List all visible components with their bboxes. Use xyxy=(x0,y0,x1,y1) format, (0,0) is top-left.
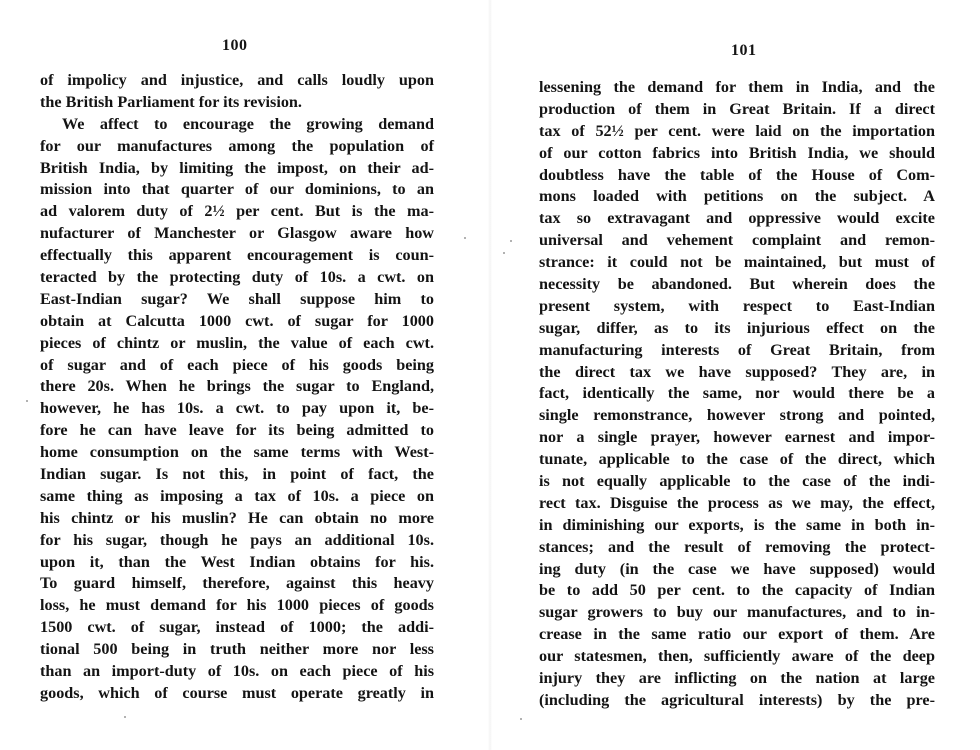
text-line: however, he has 10s. a cwt. to pay upon it, be- xyxy=(40,399,434,418)
text-line: injury they are inflicting on the nation at large xyxy=(539,669,935,688)
text-line: manufacturing interests of Great Britain, from xyxy=(539,340,935,359)
text-line: than an import-duty of 10s. on each piece of his xyxy=(40,662,434,681)
right-page xyxy=(490,0,980,750)
print-speck xyxy=(520,718,522,720)
text-line: ing duty (in the case we have supposed) would xyxy=(539,559,935,578)
text-line: Indian sugar. Is not this, in point of fact, the xyxy=(40,465,434,484)
text-line: the direct tax we have supposed? They are, in xyxy=(539,362,935,381)
text-line: sugar, differ, as to its injurious effect on the xyxy=(539,318,935,337)
text-line: tional 500 being in truth neither more nor less xyxy=(40,640,434,659)
text-line: of our cotton fabrics into British India, we should xyxy=(539,143,935,162)
text-line: effectually this apparent encouragement is coun- xyxy=(40,246,434,265)
text-line: the British Parliament for its revision. xyxy=(40,92,302,111)
right-page-number: 101 xyxy=(731,42,757,59)
text-line: home consumption on the same terms with West- xyxy=(40,443,434,462)
text-line: our statesmen, then, sufficiently aware of the deep xyxy=(539,647,935,666)
text-line: lessening the demand for them in India, and the xyxy=(539,78,935,96)
text-line: teracted by the protecting duty of 10s. a cwt. on xyxy=(40,268,434,287)
text-line: for our manufactures among the population of xyxy=(40,136,434,155)
text-line: is not equally applicable to the case of the indi- xyxy=(539,472,935,491)
text-line: be to add 50 per cent. to the capacity of Indian xyxy=(539,581,935,600)
text-line: strance: it could not be maintained, but must of xyxy=(539,253,935,272)
text-line: stances; and the result of removing the protect- xyxy=(539,537,935,556)
print-speck xyxy=(510,240,512,242)
text-line: necessity be abandoned. But wherein does the xyxy=(539,275,935,294)
text-line: mons loaded with petitions on the subject. A xyxy=(539,187,935,206)
text-line: tax so extravagant and oppressive would excite xyxy=(539,209,935,228)
left-page-number: 100 xyxy=(222,37,248,54)
text-line: there 20s. When he brings the sugar to England, xyxy=(40,377,434,396)
text-line: single remonstrance, however strong and pointed, xyxy=(539,406,935,425)
text-line: for his sugar, though he pays an additional 10s. xyxy=(40,530,434,549)
print-speck xyxy=(503,252,505,254)
text-line: of impolicy and injustice, and calls loudly upon xyxy=(40,71,434,89)
text-line: East-Indian sugar? We shall suppose him to xyxy=(40,289,434,308)
text-line: sugar growers to buy our manufactures, and to in- xyxy=(539,603,935,622)
text-line: pieces of chintz or muslin, the value of each cwt. xyxy=(40,333,434,352)
text-line: nufacturer of Manchester or Glasgow aware how xyxy=(40,224,434,243)
text-line: his chintz or his muslin? He can obtain no more xyxy=(40,508,434,527)
text-line: tax of 52½ per cent. were laid on the importation xyxy=(539,121,935,140)
print-speck xyxy=(26,400,28,402)
right-page-text xyxy=(539,77,935,712)
text-line: We affect to encourage the growing demand xyxy=(62,114,434,133)
text-line: in diminishing our exports, is the same in both in- xyxy=(539,515,935,534)
text-line: tunate, applicable to the case of the direct, which xyxy=(539,450,935,469)
text-line: doubtless have the table of the House of Com- xyxy=(539,165,935,184)
text-line: obtain at Calcutta 1000 cwt. of sugar for 1000 xyxy=(40,311,434,330)
text-line: rect tax. Disguise the process as we may, the effect, xyxy=(539,493,935,512)
text-line: ad valorem duty of 2½ per cent. But is the ma- xyxy=(40,202,434,221)
text-line: 1500 cwt. of sugar, instead of 1000; the addi- xyxy=(40,618,434,637)
print-speck xyxy=(464,237,466,239)
text-line: universal and vehement complaint and remon- xyxy=(539,231,935,250)
text-line: goods, which of course must operate greatly in xyxy=(40,683,434,702)
left-page-text xyxy=(40,70,434,705)
text-line: production of them in Great Britain. If a direct xyxy=(539,99,935,118)
print-speck xyxy=(124,716,126,718)
text-line: loss, he must demand for his 1000 pieces of goods xyxy=(40,596,434,615)
text-line: mission into that quarter of our dominions, to an xyxy=(40,180,434,199)
text-line: present system, with respect to East-Indian xyxy=(539,296,935,315)
text-line: of sugar and of each piece of his goods being xyxy=(40,355,434,374)
text-line: fact, identically the same, nor would there be a xyxy=(539,384,935,403)
text-line: To guard himself, therefore, against this heavy xyxy=(40,574,434,593)
text-line: crease in the same ratio our export of them. Are xyxy=(539,625,935,644)
text-line: (including the agricultural interests) by the pre- xyxy=(539,690,935,709)
text-line: same thing as imposing a tax of 10s. a piece on xyxy=(40,486,434,505)
text-line: British India, by limiting the impost, on their ad- xyxy=(40,158,434,177)
text-line: fore he can have leave for its being admitted to xyxy=(40,421,434,440)
text-line: upon it, than the West Indian obtains for his. xyxy=(40,552,434,571)
text-line: nor a single prayer, however earnest and impor- xyxy=(539,428,935,447)
